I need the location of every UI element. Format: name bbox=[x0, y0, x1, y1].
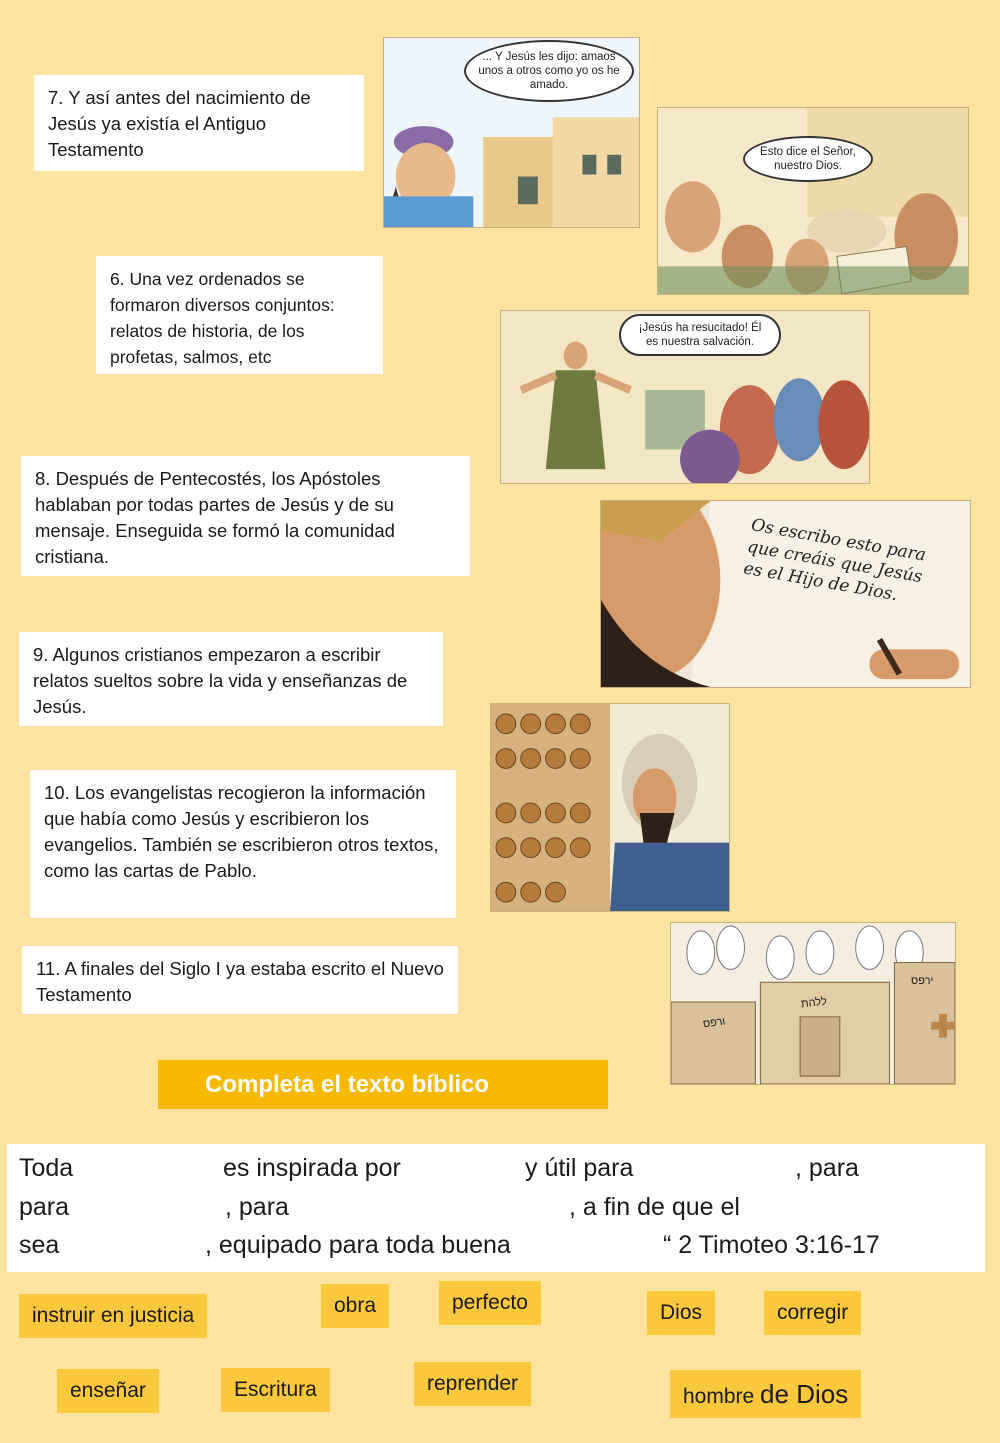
illustration-jesus-love[interactable] bbox=[383, 37, 640, 228]
illustration-scroll-writing[interactable] bbox=[600, 500, 971, 688]
scroll-quote: Os escribo esto para que creáis que Jesús es el Hijo de Dios. bbox=[741, 515, 928, 606]
blank-7[interactable] bbox=[563, 1231, 653, 1261]
illustration-scroll-library-art bbox=[491, 704, 729, 911]
step-10-text: 10. Los evangelistas recogieron la información que había como Jesús y escribieron los evangelios. También se escribieron otros textos, como las cartas de Pablo. bbox=[44, 782, 439, 881]
word-chip-hombre-text: hombre bbox=[683, 1385, 761, 1408]
step-7-text: 7. Y así antes del nacimiento de Jesús ya existía el Antiguo Testamento bbox=[48, 87, 311, 160]
step-11-card[interactable] bbox=[22, 946, 458, 1014]
step-7-card[interactable] bbox=[34, 75, 364, 171]
chest-label-3: ירפס bbox=[911, 975, 934, 987]
passage-l2a: para bbox=[19, 1193, 70, 1221]
step-11-text: 11. A finales del Siglo I ya estaba escrito el Nuevo Testamento bbox=[36, 958, 444, 1005]
passage-box bbox=[7, 1144, 985, 1272]
chest-label-2: ללהת bbox=[800, 995, 828, 1011]
word-chip-obra[interactable]: obra bbox=[321, 1284, 389, 1328]
chest-label-1: ורפס bbox=[702, 1015, 727, 1031]
passage-l1a: Toda bbox=[19, 1154, 74, 1182]
passage-l1d: , para bbox=[795, 1154, 859, 1182]
blank-2[interactable] bbox=[439, 1154, 519, 1184]
word-chip-instruir[interactable]: instruir en justicia bbox=[19, 1294, 207, 1338]
blank-5[interactable] bbox=[307, 1193, 562, 1223]
word-chip-escritura[interactable]: Escritura bbox=[221, 1368, 330, 1412]
passage-l2c: , a fin de que el bbox=[569, 1193, 740, 1221]
illustration-prophet[interactable] bbox=[657, 107, 969, 295]
illustration-scroll-chests[interactable] bbox=[670, 922, 956, 1085]
blank-3[interactable] bbox=[659, 1154, 789, 1184]
passage-l3c: “ 2 Timoteo 3:16-17 bbox=[663, 1231, 880, 1259]
illustration-resurrection[interactable] bbox=[500, 310, 870, 484]
speech-bubble-3: ¡Jesús ha resucitado! Él es nuestra salvación. bbox=[619, 314, 781, 356]
word-chip-reprender[interactable]: reprender bbox=[414, 1362, 531, 1406]
speech-bubble-1: ... Y Jesús les dijo: amaos unos a otros como yo os he amado. bbox=[464, 40, 634, 102]
section-banner: Completa el texto bíblico bbox=[158, 1060, 608, 1109]
step-6-text: 6. Una vez ordenados se formaron diversos conjuntos: relatos de historia, de los profetas, salmos, etc bbox=[110, 269, 335, 367]
step-9-card[interactable] bbox=[19, 632, 443, 726]
passage-l3b: , equipado para toda buena bbox=[205, 1231, 511, 1259]
step-10-card[interactable] bbox=[30, 770, 456, 918]
blank-6[interactable] bbox=[77, 1231, 197, 1261]
speech-bubble-2: Esto dice el Señor, nuestro Dios. bbox=[743, 136, 873, 182]
blank-4[interactable] bbox=[87, 1193, 217, 1223]
step-6-card[interactable] bbox=[96, 256, 383, 374]
word-chip-perfecto[interactable]: perfecto bbox=[439, 1281, 541, 1325]
step-8-text: 8. Después de Pentecostés, los Apóstoles hablaban por todas partes de Jesús y de su mensaje. Enseguida se formó la comunidad cristiana. bbox=[35, 468, 395, 567]
word-chip-hombre-de-dios[interactable] bbox=[670, 1370, 861, 1418]
passage-l1b: es inspirada por bbox=[223, 1154, 401, 1182]
word-chip-corregir[interactable]: corregir bbox=[764, 1291, 861, 1335]
step-8-card[interactable] bbox=[21, 456, 470, 576]
passage-l1c: y útil para bbox=[525, 1154, 634, 1182]
word-chip-de-dios-text: de Dios bbox=[760, 1379, 849, 1409]
word-chip-ensenar[interactable]: enseñar bbox=[57, 1369, 159, 1413]
passage-l3a: sea bbox=[19, 1231, 60, 1259]
word-chip-dios[interactable]: Dios bbox=[647, 1291, 715, 1335]
illustration-scroll-library[interactable] bbox=[490, 703, 730, 912]
passage-l2b: , para bbox=[225, 1193, 289, 1221]
blank-1[interactable] bbox=[87, 1154, 217, 1184]
step-9-text: 9. Algunos cristianos empezaron a escribir relatos sueltos sobre la vida y enseñanzas de Jesús. bbox=[33, 644, 408, 717]
